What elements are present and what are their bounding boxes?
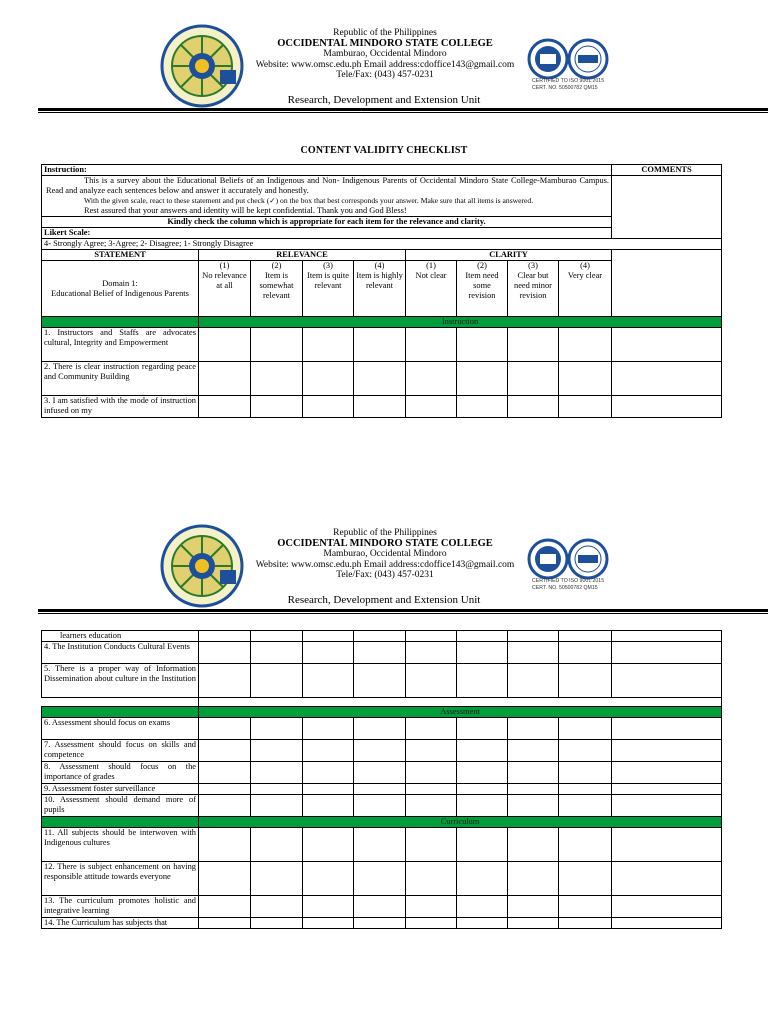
check-cell[interactable]	[406, 396, 457, 418]
item-3-continued: learners education	[42, 631, 199, 642]
check-cell[interactable]	[508, 784, 559, 795]
check-cell[interactable]	[406, 896, 457, 918]
check-cell[interactable]	[251, 328, 303, 362]
check-cell[interactable]	[199, 896, 251, 918]
check-cell[interactable]	[508, 642, 559, 664]
check-cell[interactable]	[457, 918, 508, 929]
spacer-cell	[42, 698, 199, 707]
relevance-2-header: (2) Item is somewhat relevant	[251, 261, 303, 317]
check-cell[interactable]	[559, 642, 612, 664]
check-cell[interactable]	[251, 740, 303, 762]
section-assessment: Assessment	[199, 707, 722, 718]
instruction-paragraph-2: With the given scale, react to these statement and put check (✓) on the box that best corresponds your answer. Make sure that all items is answered.	[84, 196, 534, 205]
check-cell[interactable]	[508, 918, 559, 929]
table-row	[42, 918, 722, 929]
check-cell[interactable]	[303, 740, 354, 762]
unit-title: Research, Development and Extension Unit	[287, 594, 481, 606]
item-12: 12. There is subject enhancement on having responsible attitude towards everyone	[42, 862, 199, 896]
header-rule-thin	[38, 613, 768, 614]
comment-cell[interactable]	[612, 896, 722, 918]
check-cell[interactable]	[199, 828, 251, 862]
check-cell[interactable]	[251, 762, 303, 784]
check-cell[interactable]	[508, 631, 559, 642]
comment-cell[interactable]	[612, 718, 722, 740]
relevance-4-header: (4) Item is highly relevant	[354, 261, 406, 317]
item-13: 13. The curriculum promotes holistic and integrative learning	[42, 896, 199, 918]
comment-cell[interactable]	[612, 795, 722, 817]
check-cell[interactable]	[251, 784, 303, 795]
check-cell[interactable]	[303, 642, 354, 664]
comments-cell[interactable]	[612, 176, 722, 239]
item-1: 1. Instructors and Staffs are advocates cultural, Integrity and Empowerment	[42, 328, 199, 362]
check-cell[interactable]	[354, 862, 406, 896]
section-band-left	[42, 317, 199, 328]
comment-cell[interactable]	[612, 918, 722, 929]
table-row	[42, 642, 722, 664]
check-cell[interactable]	[508, 718, 559, 740]
check-cell[interactable]	[251, 362, 303, 396]
check-cell[interactable]	[457, 328, 508, 362]
check-cell[interactable]	[354, 918, 406, 929]
unit-title: Research, Development and Extension Unit	[287, 94, 481, 106]
check-cell[interactable]	[354, 762, 406, 784]
check-cell[interactable]	[303, 328, 354, 362]
item-11: 11. All subjects should be interwoven with Indigenous cultures	[42, 828, 199, 862]
likert-scale: 4- Strongly Agree; 3-Agree; 2- Disagree; 1- Strongly Disagree	[42, 239, 722, 250]
check-cell[interactable]	[457, 664, 508, 698]
republic-line: Republic of the Philippines	[333, 28, 437, 38]
check-cell[interactable]	[559, 918, 612, 929]
check-cell[interactable]	[508, 795, 559, 817]
certification-text	[532, 578, 604, 592]
check-cell[interactable]	[457, 642, 508, 664]
check-cell[interactable]	[199, 362, 251, 396]
cert-line-2: CERT. NO. 50500782 QM15	[532, 585, 598, 591]
check-cell[interactable]	[559, 762, 612, 784]
check-cell[interactable]	[508, 362, 559, 396]
check-cell[interactable]	[199, 718, 251, 740]
check-cell[interactable]	[457, 631, 508, 642]
check-cell[interactable]	[251, 642, 303, 664]
table-row	[42, 664, 722, 698]
check-cell[interactable]	[251, 918, 303, 929]
clarity-2-header: (2) Item need some revision	[457, 261, 508, 317]
check-cell[interactable]	[303, 362, 354, 396]
check-cell[interactable]	[199, 642, 251, 664]
table-row	[42, 896, 722, 918]
clarity-1-header: (1) Not clear	[406, 261, 457, 317]
page-2	[0, 500, 768, 1024]
checklist-table-continued	[41, 630, 722, 929]
check-cell[interactable]	[303, 396, 354, 418]
comment-cell[interactable]	[612, 642, 722, 664]
section-band-left	[42, 817, 199, 828]
check-cell[interactable]	[354, 740, 406, 762]
check-cell[interactable]	[559, 328, 612, 362]
check-cell[interactable]	[251, 828, 303, 862]
domain-label: Domain 1: Educational Belief of Indigenous Parents	[42, 261, 199, 317]
comment-cell[interactable]	[612, 762, 722, 784]
comments-header: COMMENTS	[612, 165, 722, 176]
check-cell[interactable]	[354, 396, 406, 418]
table-row	[42, 795, 722, 817]
check-cell[interactable]	[251, 664, 303, 698]
section-curriculum: Curriculum	[199, 817, 722, 828]
check-cell[interactable]	[457, 762, 508, 784]
check-cell[interactable]	[251, 396, 303, 418]
comment-cell[interactable]	[612, 862, 722, 896]
check-cell[interactable]	[406, 642, 457, 664]
check-cell[interactable]	[508, 862, 559, 896]
check-cell[interactable]	[251, 795, 303, 817]
item-10: 10. Assessment should demand more of pupils	[42, 795, 199, 817]
comment-cell[interactable]	[612, 784, 722, 795]
comment-cell[interactable]	[612, 328, 722, 362]
check-cell[interactable]	[303, 762, 354, 784]
college-contact: Website: www.omsc.edu.ph Email address:cdoffice143@gmail.com	[255, 59, 515, 70]
check-cell[interactable]	[303, 828, 354, 862]
check-cell[interactable]	[559, 631, 612, 642]
check-cell[interactable]	[354, 896, 406, 918]
check-cell[interactable]	[457, 718, 508, 740]
check-cell[interactable]	[303, 896, 354, 918]
college-address: Mamburao, Occidental Mindoro	[323, 49, 447, 59]
table-row	[42, 362, 722, 396]
check-cell[interactable]	[303, 918, 354, 929]
check-cell[interactable]	[303, 664, 354, 698]
check-cell[interactable]	[559, 362, 612, 396]
check-cell[interactable]	[508, 664, 559, 698]
check-cell[interactable]	[406, 664, 457, 698]
table-row	[42, 862, 722, 896]
check-cell[interactable]	[199, 795, 251, 817]
item-9: 9. Assessment foster surveillance	[42, 784, 199, 795]
table-row	[42, 784, 722, 795]
check-cell[interactable]	[406, 718, 457, 740]
check-cell[interactable]	[559, 896, 612, 918]
table-row	[42, 762, 722, 784]
item-3: 3. I am satisfied with the mode of instruction infused on my	[42, 396, 199, 418]
check-cell[interactable]	[251, 631, 303, 642]
check-cell[interactable]	[303, 784, 354, 795]
check-cell[interactable]	[508, 396, 559, 418]
check-cell[interactable]	[559, 862, 612, 896]
check-cell[interactable]	[199, 784, 251, 795]
check-cell[interactable]	[303, 795, 354, 817]
statement-header: STATEMENT	[42, 250, 199, 261]
republic-line: Republic of the Philippines	[333, 528, 437, 538]
check-cell[interactable]	[457, 795, 508, 817]
check-cell[interactable]	[406, 362, 457, 396]
item-5: 5. There is a proper way of Information Dissemination about culture in the Institution	[42, 664, 199, 698]
college-telefax: Tele/Fax: (043) 457-0231	[336, 570, 434, 580]
check-cell[interactable]	[457, 862, 508, 896]
check-cell[interactable]	[457, 396, 508, 418]
instruction-paragraph-3: Rest assured that your answers and identity will be kept confidential. Thank you and God Bless!	[84, 206, 407, 215]
check-cell[interactable]	[559, 828, 612, 862]
check-cell[interactable]	[199, 328, 251, 362]
section-instruction: Instruction	[199, 317, 722, 328]
check-cell[interactable]	[559, 396, 612, 418]
clarity-header: CLARITY	[406, 250, 612, 261]
header-rule-thin	[38, 112, 768, 113]
letterhead	[0, 22, 768, 114]
letterhead-text	[250, 528, 520, 581]
check-cell[interactable]	[354, 828, 406, 862]
check-cell[interactable]	[406, 740, 457, 762]
comments-header-blank	[612, 250, 722, 317]
check-cell[interactable]	[406, 631, 457, 642]
relevance-1-header: (1) No relevance at all	[199, 261, 251, 317]
cert-line-2: CERT. NO. 50500782 QM15	[532, 85, 598, 91]
instruction-text	[42, 176, 612, 217]
instruction-label: Instruction:	[42, 165, 612, 176]
check-cell[interactable]	[354, 328, 406, 362]
check-cell[interactable]	[303, 862, 354, 896]
check-cell[interactable]	[354, 718, 406, 740]
header-rule	[38, 609, 768, 612]
check-cell[interactable]	[354, 362, 406, 396]
certification-text	[532, 78, 604, 92]
check-cell[interactable]	[199, 631, 251, 642]
check-cell[interactable]	[251, 862, 303, 896]
check-cell[interactable]	[354, 631, 406, 642]
spacer-cell	[199, 698, 722, 707]
check-cell[interactable]	[199, 762, 251, 784]
check-cell[interactable]	[559, 795, 612, 817]
instruction-paragraph-1: This is a survey about the Educational Beliefs of an Indigenous and Non- Indigenous Parents of Occidental Mindoro State College-Mamburao Campus. Read and analyze each sentences below and answer it accurately and honestly.	[46, 176, 609, 195]
check-cell[interactable]	[457, 784, 508, 795]
item-4: 4. The Institution Conducts Cultural Events	[42, 642, 199, 664]
relevance-header: RELEVANCE	[199, 250, 406, 261]
item-2: 2. There is clear instruction regarding peace and Community Building	[42, 362, 199, 396]
check-cell[interactable]	[354, 784, 406, 795]
comment-cell[interactable]	[612, 631, 722, 642]
check-cell[interactable]	[508, 762, 559, 784]
check-cell[interactable]	[406, 784, 457, 795]
table-row	[42, 396, 722, 418]
comment-cell[interactable]	[612, 828, 722, 862]
check-cell[interactable]	[251, 718, 303, 740]
cert-line-1: CERTIFIED TO ISO 9001:2015	[532, 78, 605, 84]
check-cell[interactable]	[559, 718, 612, 740]
check-cell[interactable]	[199, 862, 251, 896]
item-8: 8. Assessment should focus on the importance of grades	[42, 762, 199, 784]
check-cell[interactable]	[559, 784, 612, 795]
check-cell[interactable]	[406, 762, 457, 784]
check-cell[interactable]	[457, 740, 508, 762]
letterhead-text	[250, 28, 520, 81]
comment-cell[interactable]	[612, 740, 722, 762]
item-7: 7. Assessment should focus on skills and competence	[42, 740, 199, 762]
college-telefax: Tele/Fax: (043) 457-0231	[336, 70, 434, 80]
check-cell[interactable]	[303, 718, 354, 740]
check-cell[interactable]	[199, 740, 251, 762]
likert-label: Likert Scale:	[42, 228, 612, 239]
checklist-table	[41, 164, 722, 418]
letterhead	[0, 522, 768, 614]
check-cell[interactable]	[199, 664, 251, 698]
check-cell[interactable]	[406, 918, 457, 929]
college-address: Mamburao, Occidental Mindoro	[323, 549, 447, 559]
check-cell[interactable]	[406, 828, 457, 862]
item-14: 14. The Curriculum has subjects that	[42, 918, 199, 929]
check-cell[interactable]	[251, 896, 303, 918]
item-6: 6. Assessment should focus on exams	[42, 718, 199, 740]
check-cell[interactable]	[457, 362, 508, 396]
table-row	[42, 328, 722, 362]
comment-cell[interactable]	[612, 362, 722, 396]
check-cell[interactable]	[354, 664, 406, 698]
cert-line-1: CERTIFIED TO ISO 9001:2015	[532, 578, 605, 584]
page-1	[0, 0, 768, 500]
check-cell[interactable]	[508, 828, 559, 862]
clarity-3-header: (3) Clear but need minor revision	[508, 261, 559, 317]
relevance-3-header: (3) Item is quite relevant	[303, 261, 354, 317]
check-cell[interactable]	[199, 918, 251, 929]
check-cell[interactable]	[508, 740, 559, 762]
check-cell[interactable]	[303, 631, 354, 642]
check-cell[interactable]	[199, 396, 251, 418]
check-cell[interactable]	[406, 328, 457, 362]
comment-cell[interactable]	[612, 664, 722, 698]
check-cell[interactable]	[508, 328, 559, 362]
table-row	[42, 828, 722, 862]
check-cell[interactable]	[457, 828, 508, 862]
comment-cell[interactable]	[612, 396, 722, 418]
section-band-left	[42, 707, 199, 718]
table-row	[42, 740, 722, 762]
table-row	[42, 718, 722, 740]
check-cell[interactable]	[406, 862, 457, 896]
check-cell[interactable]	[406, 795, 457, 817]
check-cell[interactable]	[354, 642, 406, 664]
college-name: OCCIDENTAL MINDORO STATE COLLEGE	[277, 37, 493, 49]
check-cell[interactable]	[457, 896, 508, 918]
college-contact: Website: www.omsc.edu.ph Email address:cdoffice143@gmail.com	[255, 559, 515, 570]
check-cell[interactable]	[559, 740, 612, 762]
kindly-check-note: Kindly check the column which is appropriate for each item for the relevance and clarity.	[42, 217, 612, 228]
table-row	[42, 631, 722, 642]
college-name: OCCIDENTAL MINDORO STATE COLLEGE	[277, 537, 493, 549]
header-rule	[38, 108, 768, 111]
clarity-4-header: (4) Very clear	[559, 261, 612, 317]
check-cell[interactable]	[508, 896, 559, 918]
check-cell[interactable]	[559, 664, 612, 698]
check-cell[interactable]	[354, 795, 406, 817]
document-title: CONTENT VALIDITY CHECKLIST	[300, 145, 468, 156]
spacer-row	[42, 698, 722, 707]
